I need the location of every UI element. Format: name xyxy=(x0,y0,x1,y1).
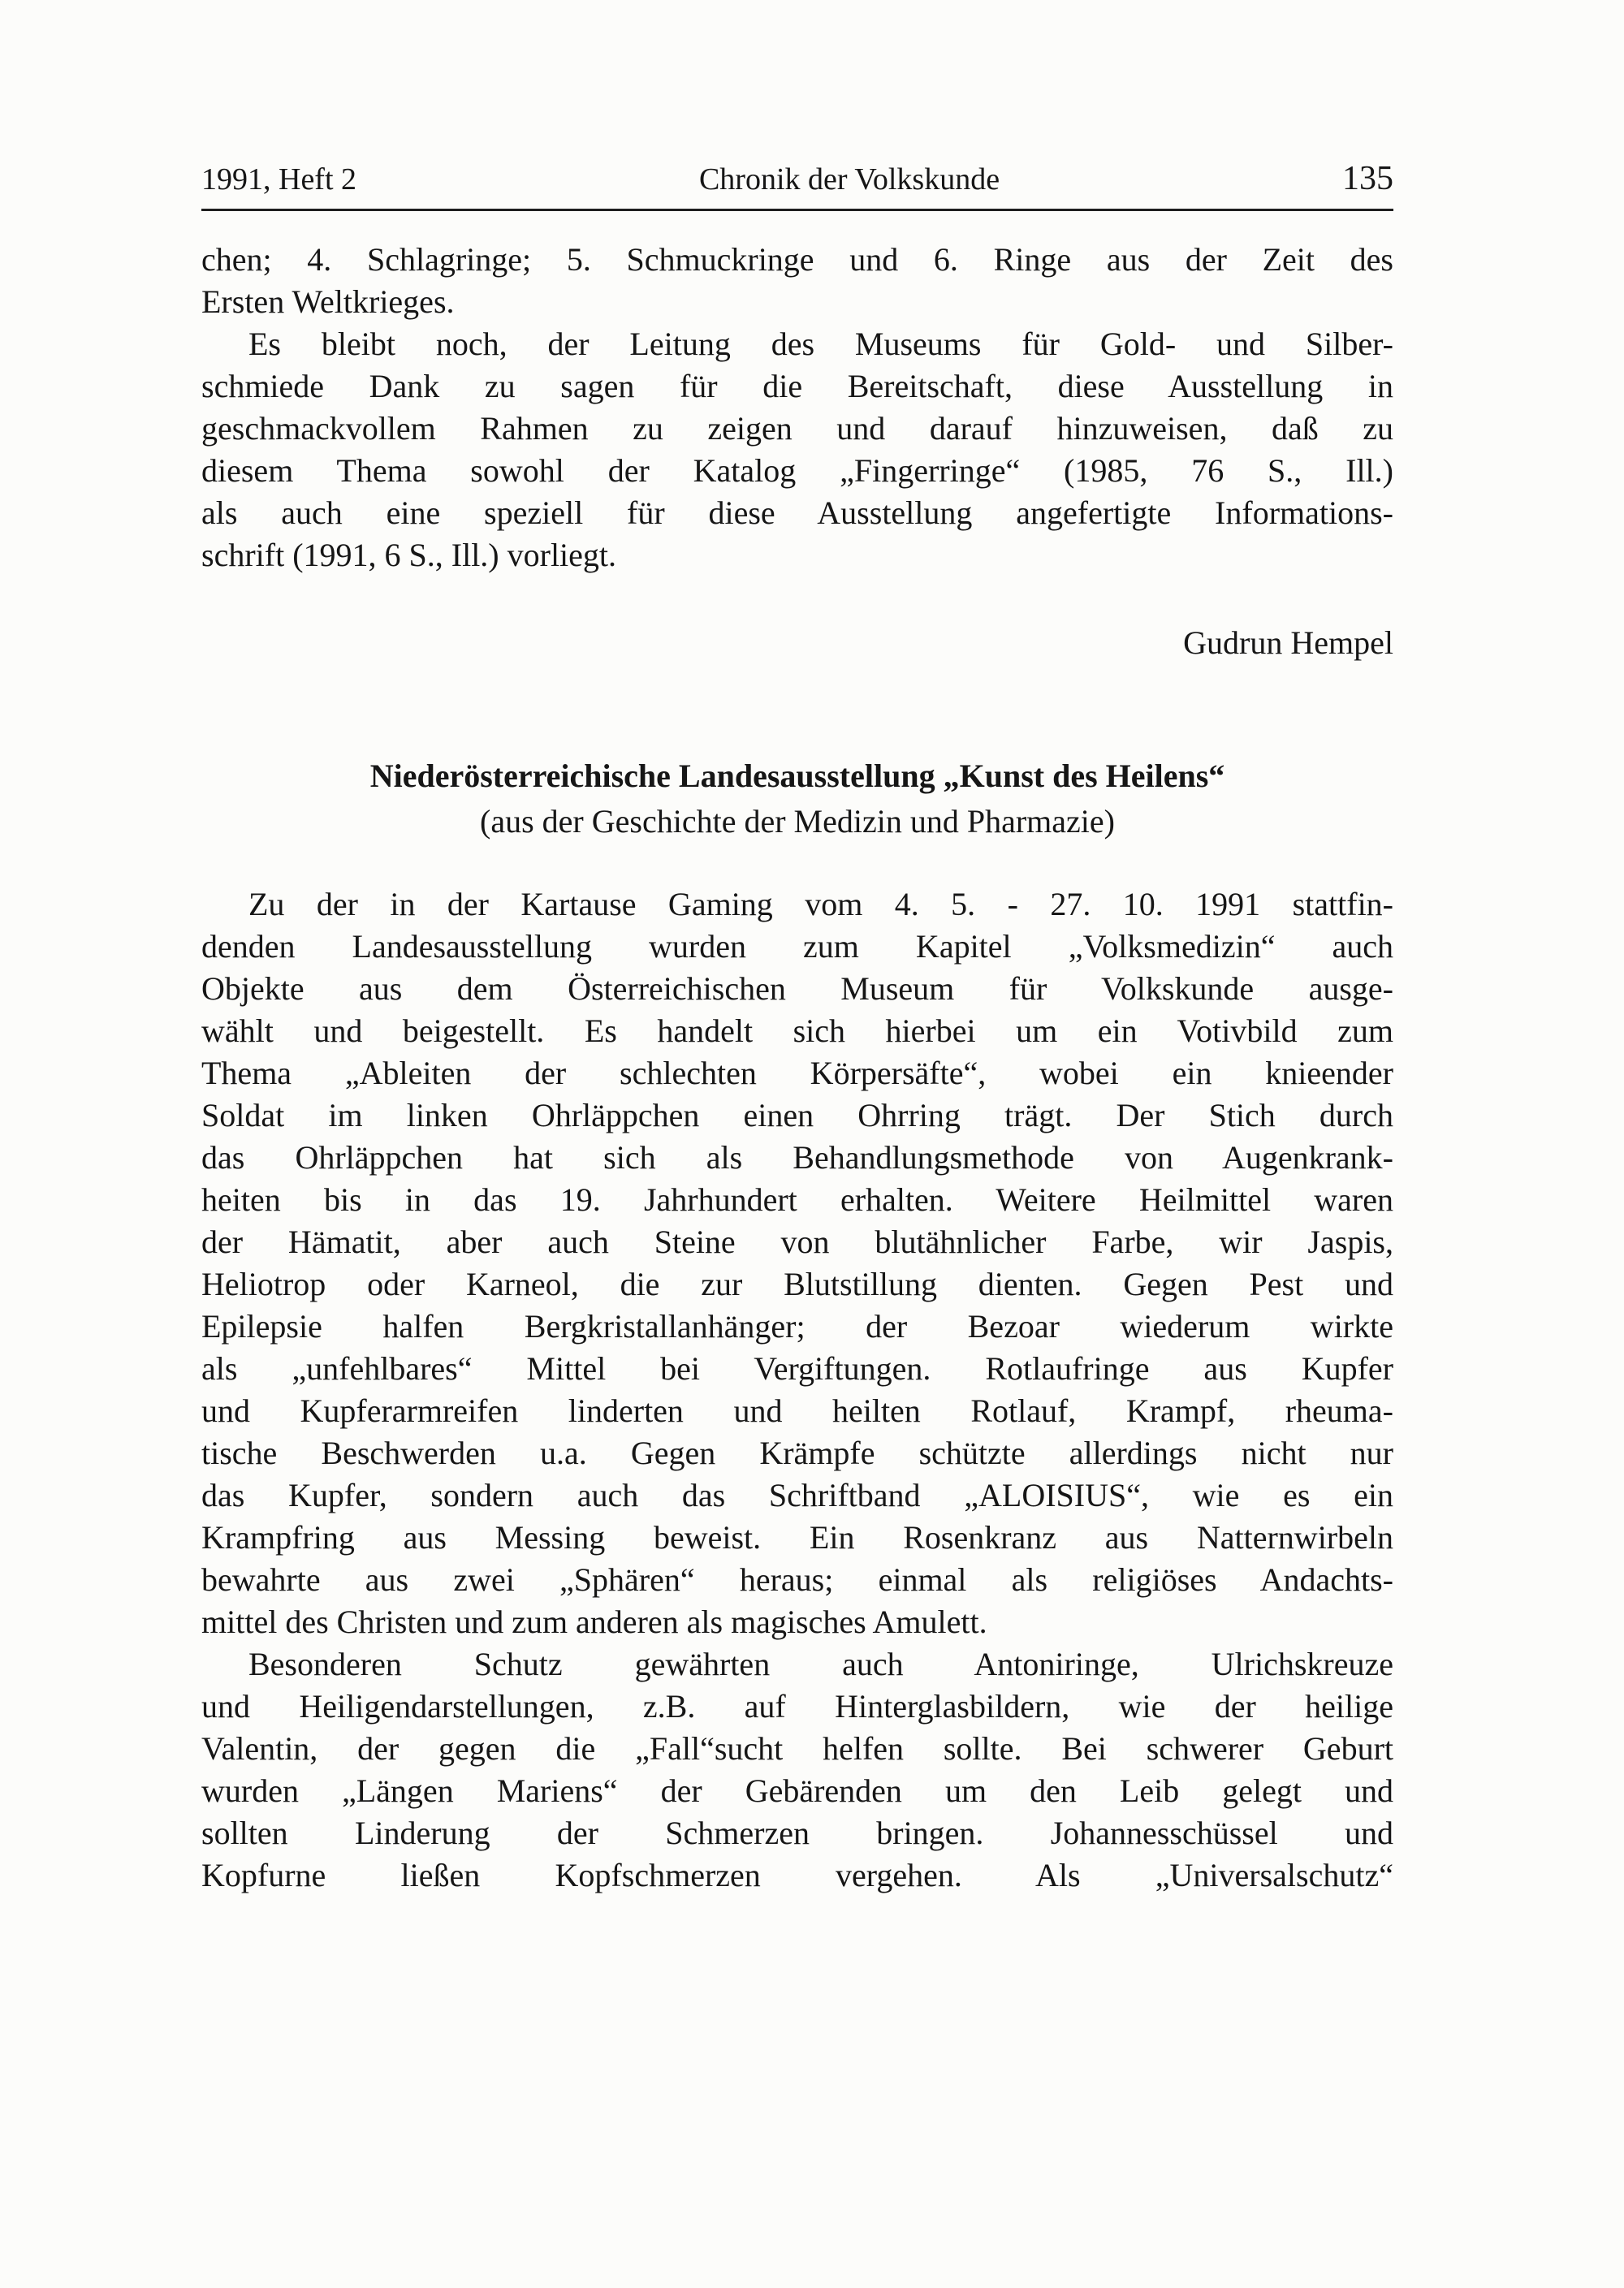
text-line: geschmackvollem Rahmen zu zeigen und darauf hinzuweisen, daß zu xyxy=(201,410,1393,447)
text-line: und Heiligendarstellungen, z.B. auf Hinterglasbildern, wie der heilige xyxy=(201,1688,1393,1725)
text-line: Thema „Ableiten der schlechten Körpersäfte“, wobei ein knieender xyxy=(201,1055,1393,1091)
text-line: Epilepsie halfen Bergkristallanhänger; der Bezoar wiederum wirkte xyxy=(201,1308,1393,1345)
paragraph-continuation xyxy=(201,239,1393,323)
article-title: Niederösterreichische Landesausstellung „Kunst des Heilens“ xyxy=(369,758,1225,794)
text-line: Es bleibt noch, der Leitung des Museums für Gold- und Silber- xyxy=(248,326,1393,362)
text-line: heiten bis in das 19. Jahrhundert erhalten. Weitere Heilmittel waren xyxy=(201,1181,1393,1218)
text-line: Ersten Weltkrieges. xyxy=(201,283,455,320)
text-line: das Kupfer, sondern auch das Schriftband „ALOISIUS“, wie es ein xyxy=(201,1477,1393,1513)
text-line: chen; 4. Schlagringe; 5. Schmuckringe und 6. Ringe aus der Zeit des xyxy=(201,241,1393,278)
article-subtitle: (aus der Geschichte der Medizin und Pharmazie) xyxy=(480,803,1115,840)
article-1 xyxy=(201,239,1393,664)
text-line: das Ohrläppchen hat sich als Behandlungsmethode von Augenkrank- xyxy=(201,1139,1393,1176)
text-line: sollten Linderung der Schmerzen bringen. Johannesschüssel und xyxy=(201,1815,1393,1851)
page-number: 135 xyxy=(1342,160,1393,197)
text-line: schmiede Dank zu sagen für die Bereitschaft, diese Ausstellung in xyxy=(201,368,1393,404)
paragraph-protection xyxy=(201,1643,1393,1897)
text-line: Heliotrop oder Karneol, die zur Blutstillung dienten. Gegen Pest und xyxy=(201,1266,1393,1302)
article-2 xyxy=(201,753,1393,1897)
text-line: Kopfurne ließen Kopfschmerzen vergehen. Als „Universalschutz“ xyxy=(201,1857,1393,1893)
text-line: mittel des Christen und zum anderen als magisches Amulett. xyxy=(201,1604,987,1640)
text-line: Objekte aus dem Österreichischen Museum für Volkskunde ausge- xyxy=(201,970,1393,1007)
page-header xyxy=(201,159,1393,199)
text-line: wurden „Längen Mariens“ der Gebärenden um den Leib gelegt und xyxy=(201,1772,1393,1809)
paragraph-exhibition xyxy=(201,883,1393,1643)
text-line: als „unfehlbares“ Mittel bei Vergiftungen. Rotlaufringe aus Kupfer xyxy=(201,1350,1393,1387)
journal-title: Chronik der Volkskunde xyxy=(698,162,1000,196)
paragraph-thanks xyxy=(201,323,1393,576)
text-line: Zu der in der Kartause Gaming vom 4. 5. - 27. 10. 1991 stattfin- xyxy=(248,886,1393,922)
text-line: Besonderen Schutz gewährten auch Antoniringe, Ulrichskreuze xyxy=(248,1646,1393,1682)
issue-info: 1991, Heft 2 xyxy=(201,162,357,196)
text-line: Krampfring aus Messing beweist. Ein Rosenkranz aus Natternwirbeln xyxy=(201,1519,1393,1556)
text-line: wählt und beigestellt. Es handelt sich hierbei um ein Votivbild zum xyxy=(201,1012,1393,1049)
text-line: Valentin, der gegen die „Fall“sucht helfen sollte. Bei schwerer Geburt xyxy=(201,1730,1393,1767)
text-line: der Hämatit, aber auch Steine von blutähnlicher Farbe, wir Jaspis, xyxy=(201,1224,1393,1260)
text-line: Soldat im linken Ohrläppchen einen Ohrring trägt. Der Stich durch xyxy=(201,1097,1393,1133)
text-line: diesem Thema sowohl der Katalog „Fingerringe“ (1985, 76 S., Ill.) xyxy=(201,452,1393,489)
text-line: denden Landesausstellung wurden zum Kapitel „Volksmedizin“ auch xyxy=(201,928,1393,965)
text-line: bewahrte aus zwei „Sphären“ heraus; einmal als religiöses Andachts- xyxy=(201,1561,1393,1598)
page-content xyxy=(201,0,1393,1897)
text-line: schrift (1991, 6 S., Ill.) vorliegt. xyxy=(201,537,617,573)
header-rule xyxy=(201,209,1393,211)
article-2-body xyxy=(201,883,1393,1897)
author-signature: Gudrun Hempel xyxy=(1183,624,1393,661)
text-line: und Kupferarmreifen linderten und heilten Rotlauf, Krampf, rheuma- xyxy=(201,1392,1393,1429)
text-line: als auch eine speziell für diese Ausstellung angefertigte Informations- xyxy=(201,494,1393,531)
text-line: tische Beschwerden u.a. Gegen Krämpfe schützte allerdings nicht nur xyxy=(201,1435,1393,1471)
